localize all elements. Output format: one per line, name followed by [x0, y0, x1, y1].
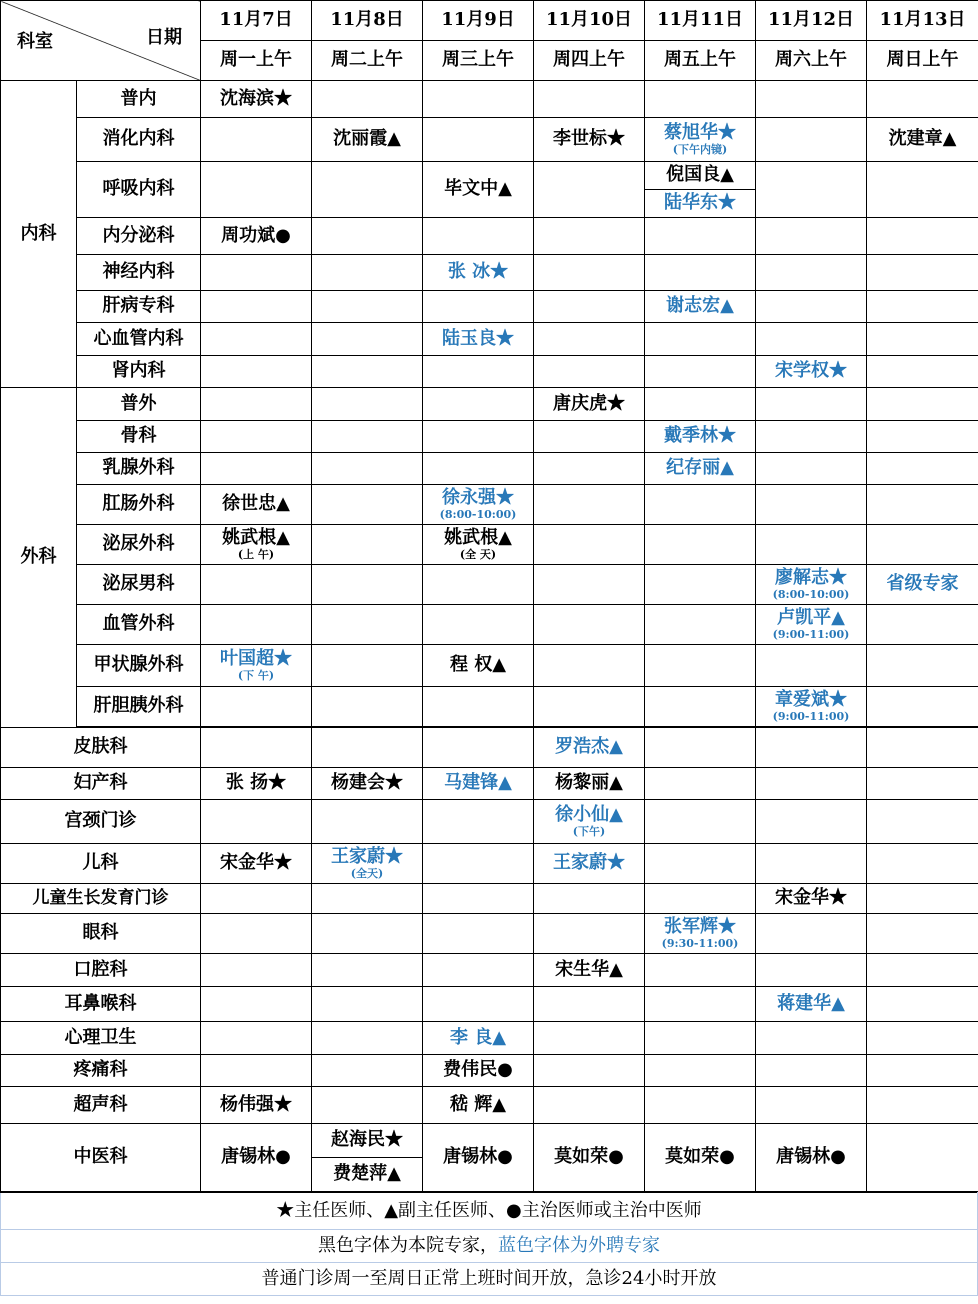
doctor-cell: 张 冰★ [423, 255, 534, 291]
doctor-cell: 谢志宏▲ [645, 291, 756, 323]
dept-label: 中医科 [1, 1124, 201, 1192]
date-5: 11月11日 [645, 1, 756, 41]
dept-label: 儿童生长发育门诊 [1, 884, 201, 914]
doctor-cell: 杨伟强★ [201, 1087, 312, 1124]
dept-label: 妇产科 [1, 768, 201, 800]
doctor-cell: 杨建会★ [312, 768, 423, 800]
table-row [1, 485, 978, 525]
doctor-cell [423, 525, 534, 565]
dept-label: 普外 [77, 388, 201, 421]
doctor-cell: 唐锡林● [756, 1124, 867, 1192]
doctor-cell: 费楚萍▲ [312, 1158, 423, 1192]
table-row [1, 218, 978, 255]
table-row [1, 1124, 978, 1158]
table-row [1, 356, 978, 388]
dept-label: 肝胆胰外科 [77, 687, 201, 727]
dept-label: 肝病专科 [77, 291, 201, 323]
doctor-cell: 沈丽霞▲ [312, 118, 423, 162]
dept-label: 肾内科 [77, 356, 201, 388]
doctor-cell [312, 844, 423, 884]
dept-label: 骨科 [77, 421, 201, 453]
dept-label: 乳腺外科 [77, 453, 201, 485]
time-note: (下午) [572, 824, 606, 838]
doctor-cell: 陆华东★ [645, 190, 756, 218]
date-3: 11月9日 [423, 1, 534, 41]
dept-label: 泌尿外科 [77, 525, 201, 565]
day-4: 周四上午 [534, 41, 645, 81]
table-row [1, 687, 978, 727]
table-row [1, 605, 978, 645]
doctor-cell: 赵海民★ [312, 1124, 423, 1158]
doctor-cell: 张 扬★ [201, 768, 312, 800]
doctor-cell: 宋金华★ [201, 844, 312, 884]
dept-label: 眼科 [1, 914, 201, 954]
table-row [1, 844, 978, 884]
table-row [1, 954, 978, 987]
legend-table [0, 1192, 978, 1296]
day-5: 周五上午 [645, 41, 756, 81]
date-2: 11月8日 [312, 1, 423, 41]
header-row-dates [1, 1, 978, 41]
doctor-cell: 宋金华★ [756, 884, 867, 914]
doctor-cell [756, 687, 867, 727]
table-row [1, 914, 978, 954]
dept-label: 心血管内科 [77, 323, 201, 356]
corner-dept-label: 科室 [17, 31, 53, 53]
doctor-cell: 费伟民● [423, 1055, 534, 1087]
doctor-cell: 罗浩杰▲ [534, 728, 645, 768]
time-note: (全 天) [459, 547, 497, 561]
legend-external: 蓝色字体为外聘专家 [498, 1234, 660, 1256]
table-row [1, 768, 978, 800]
table-row [1, 81, 978, 118]
dept-label: 血管外科 [77, 605, 201, 645]
dept-label: 内分泌科 [77, 218, 201, 255]
day-7: 周日上午 [867, 41, 978, 81]
dept-label: 皮肤科 [1, 728, 201, 768]
table-row [1, 728, 978, 768]
doctor-cell [201, 645, 312, 687]
doctor-cell: 唐庆虎★ [534, 388, 645, 421]
time-note: (下 午) [237, 668, 275, 682]
dept-label: 心理卫生 [1, 1022, 201, 1055]
doctor-cell [201, 525, 312, 565]
doctor-name: 廖解志★ [775, 567, 847, 589]
doctor-name: 卢凯平▲ [777, 607, 845, 629]
doctor-cell: 倪国良▲ [645, 162, 756, 190]
legend-title-ranks: ★主任医师、▲副主任医师、●主治医师或主治中医师 [1, 1193, 978, 1230]
dept-label: 神经内科 [77, 255, 201, 291]
table-row [1, 565, 978, 605]
dept-label: 口腔科 [1, 954, 201, 987]
doctor-cell [423, 485, 534, 525]
table-row [1, 1055, 978, 1087]
doctor-cell: 马建锋▲ [423, 768, 534, 800]
doctor-cell [534, 800, 645, 844]
table-row [1, 1022, 978, 1055]
doctor-cell [645, 118, 756, 162]
table-row [1, 884, 978, 914]
doctor-name: 姚武根▲ [222, 527, 290, 549]
doctor-cell [756, 605, 867, 645]
dept-label: 普内 [77, 81, 201, 118]
time-note: (上 午) [237, 547, 275, 561]
dept-label: 甲状腺外科 [77, 645, 201, 687]
doctor-cell: 宋学权★ [756, 356, 867, 388]
dept-label: 儿科 [1, 844, 201, 884]
day-2: 周二上午 [312, 41, 423, 81]
doctor-cell: 唐锡林● [201, 1124, 312, 1192]
doctor-cell: 毕文中▲ [423, 162, 534, 218]
time-note: (8:00-10:00) [439, 507, 517, 521]
time-note: (9:00-11:00) [772, 709, 850, 723]
day-6: 周六上午 [756, 41, 867, 81]
doctor-cell: 省级专家 [867, 565, 978, 605]
doctor-cell [645, 914, 756, 954]
table-row [1, 800, 978, 844]
dept-label: 耳鼻喉科 [1, 987, 201, 1022]
doctor-cell: 嵇 辉▲ [423, 1087, 534, 1124]
legend-hours: 普通门诊周一至周日正常上班时间开放，急诊24小时开放 [1, 1263, 978, 1296]
doctor-cell: 杨黎丽▲ [534, 768, 645, 800]
day-1: 周一上午 [201, 41, 312, 81]
doctor-cell: 蒋建华▲ [756, 987, 867, 1022]
time-note: (9:30-11:00) [661, 936, 739, 950]
date-6: 11月12日 [756, 1, 867, 41]
doctor-name: 章爱斌★ [775, 689, 847, 711]
day-3: 周三上午 [423, 41, 534, 81]
doctor-cell [756, 565, 867, 605]
time-note: (8:00-10:00) [772, 587, 850, 601]
legend-internal: 黑色字体为本院专家， [318, 1234, 498, 1256]
doctor-cell: 王家蔚★ [534, 844, 645, 884]
time-note: (下午内镜) [672, 142, 728, 156]
table-row [1, 118, 978, 162]
doctor-cell: 徐世忠▲ [201, 485, 312, 525]
group-neike: 内科 [1, 81, 77, 388]
doctor-name: 姚武根▲ [444, 527, 512, 549]
doctor-cell: 莫如荣● [645, 1124, 756, 1192]
dept-label: 宫颈门诊 [1, 800, 201, 844]
doctor-cell: 李 良▲ [423, 1022, 534, 1055]
doctor-cell: 莫如荣● [534, 1124, 645, 1192]
table-row [1, 525, 978, 565]
dept-label: 肛肠外科 [77, 485, 201, 525]
table-row [1, 987, 978, 1022]
dept-label: 超声科 [1, 1087, 201, 1124]
dept-label: 呼吸内科 [77, 162, 201, 218]
doctor-cell: 宋生华▲ [534, 954, 645, 987]
doctor-name: 王家蔚★ [331, 846, 403, 868]
doctor-name: 徐小仙▲ [555, 804, 623, 826]
table-row [1, 291, 978, 323]
group-waike: 外科 [1, 388, 77, 728]
doctor-cell: 李世标★ [534, 118, 645, 162]
doctor-name: 张军辉★ [664, 916, 736, 938]
doctor-cell: 唐锡林● [423, 1124, 534, 1192]
dept-label: 消化内科 [77, 118, 201, 162]
table-row [1, 453, 978, 485]
corner-cell [1, 1, 201, 81]
doctor-cell: 戴季林★ [645, 421, 756, 453]
doctor-cell: 沈海滨★ [201, 81, 312, 118]
table-row [1, 645, 978, 687]
table-row [1, 162, 978, 190]
doctor-cell: 周功斌● [201, 218, 312, 255]
doctor-cell: 沈建章▲ [867, 118, 978, 162]
table-row [1, 388, 978, 421]
table-row [1, 323, 978, 356]
table-row [1, 1087, 978, 1124]
doctor-name: 蔡旭华★ [664, 122, 736, 144]
doctor-cell: 程 权▲ [423, 645, 534, 687]
table-row [1, 255, 978, 291]
legend-color-note [1, 1230, 978, 1263]
corner-date-label: 日期 [146, 27, 182, 48]
table-row [1, 421, 978, 453]
dept-label: 泌尿男科 [77, 565, 201, 605]
date-1: 11月7日 [201, 1, 312, 41]
time-note: (全天) [350, 866, 384, 880]
doctor-name: 叶国超★ [220, 648, 292, 670]
doctor-cell: 纪存丽▲ [645, 453, 756, 485]
date-7: 11月13日 [867, 1, 978, 41]
date-4: 11月10日 [534, 1, 645, 41]
doctor-cell: 陆玉良★ [423, 323, 534, 356]
time-note: (9:00-11:00) [772, 627, 850, 641]
doctor-name: 徐永强★ [442, 487, 514, 509]
dept-label: 疼痛科 [1, 1055, 201, 1087]
